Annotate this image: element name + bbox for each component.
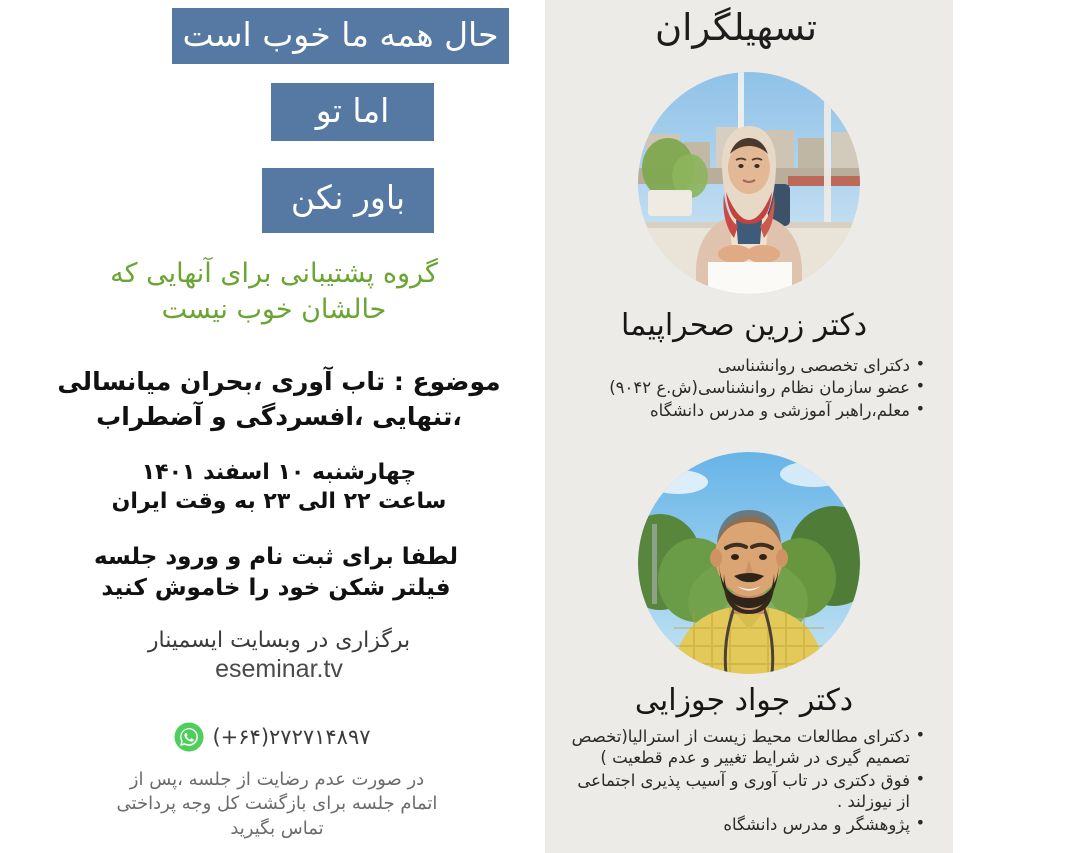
session-date: چهارشنبه ۱۰ اسفند ۱۴۰۱ <box>141 460 417 485</box>
facilitators-title: تسهیلگران <box>654 6 818 49</box>
facilitator-credentials <box>545 355 953 421</box>
facilitator-name: دکتر زرین صحراپیما <box>620 308 868 343</box>
credential-item: • دکترای مطالعات محیط زیست از استرالیا(تخصص تصمیم گیری در شرایط تغییر و عدم قطعیت ) <box>569 726 925 769</box>
credential-item: • پژوهشگر و مدرس دانشگاه <box>569 814 925 835</box>
session-topic <box>20 364 538 434</box>
website-url[interactable]: eseminar.tv <box>215 655 343 683</box>
credential-item: • عضو سازمان نظام روانشناسی(ش.ع ۹۰۴۲) <box>569 377 925 398</box>
presenter-photo-zarrin-sahrapeyma <box>638 72 860 294</box>
vpn-notice-line-2: فیلتر شکن خود را خاموش کنید <box>101 574 451 601</box>
headline-banner-3: باور نکن <box>262 168 434 233</box>
facilitator-credentials <box>545 726 953 835</box>
whatsapp-contact-row[interactable] <box>0 722 545 752</box>
support-group-tagline <box>30 256 518 329</box>
facilitator-card <box>545 452 953 836</box>
vpn-notice-line-1: لطفا برای ثبت نام و ورود جلسه <box>94 544 458 570</box>
support-group-tagline-line-1: گروه پشتیبانی برای آنهایی که <box>110 258 438 289</box>
support-group-tagline-line-2: حالشان خوب نیست <box>161 294 387 326</box>
session-datetime <box>30 458 528 517</box>
session-time: ساعت ۲۲ الی ۲۳ به وقت ایران <box>111 489 447 515</box>
refund-policy-line-3: تماس بگیرید <box>230 817 324 839</box>
facilitator-name: دکتر جواد جوزایی <box>634 683 854 718</box>
facilitator-card <box>545 72 953 422</box>
session-topic-line-2: ،تنهایی ،افسردگی و آضطراب <box>96 402 462 431</box>
whatsapp-icon <box>174 722 204 752</box>
headline-banner-2: اما تو <box>271 83 434 141</box>
refund-policy-line-1: در صورت عدم رضایت از جلسه ،پس از <box>129 769 425 790</box>
facilitator-photo-wrap <box>638 452 860 674</box>
whatsapp-phone-number[interactable]: (+۶۴)۲۷۲۷۱۴۸۹۷ <box>212 725 371 749</box>
vpn-notice <box>24 542 528 603</box>
credential-item: • فوق دکتری در تاب آوری و آسیب پذیری اجتماعی از نیوزلند . <box>569 770 925 813</box>
credential-item: • دکترای تخصصی روانشناسی <box>569 355 925 376</box>
facilitators-panel <box>545 0 953 853</box>
website-label: برگزاری در وبسایت ایسمینار <box>147 628 411 653</box>
headline-banner-1: حال همه ما خوب است <box>172 8 509 64</box>
presenter-photo-javad-jozaei <box>638 452 860 674</box>
facilitator-photo-wrap <box>638 72 860 294</box>
session-topic-line-1: موضوع : تاب آوری ،بحران میانسالی <box>57 367 501 396</box>
credential-item: • معلم،راهبر آموزشی و مدرس دانشگاه <box>569 400 925 421</box>
refund-policy-line-2: اتمام جلسه برای بازگشت کل وجه پرداختی <box>116 793 438 815</box>
refund-policy <box>38 768 516 841</box>
